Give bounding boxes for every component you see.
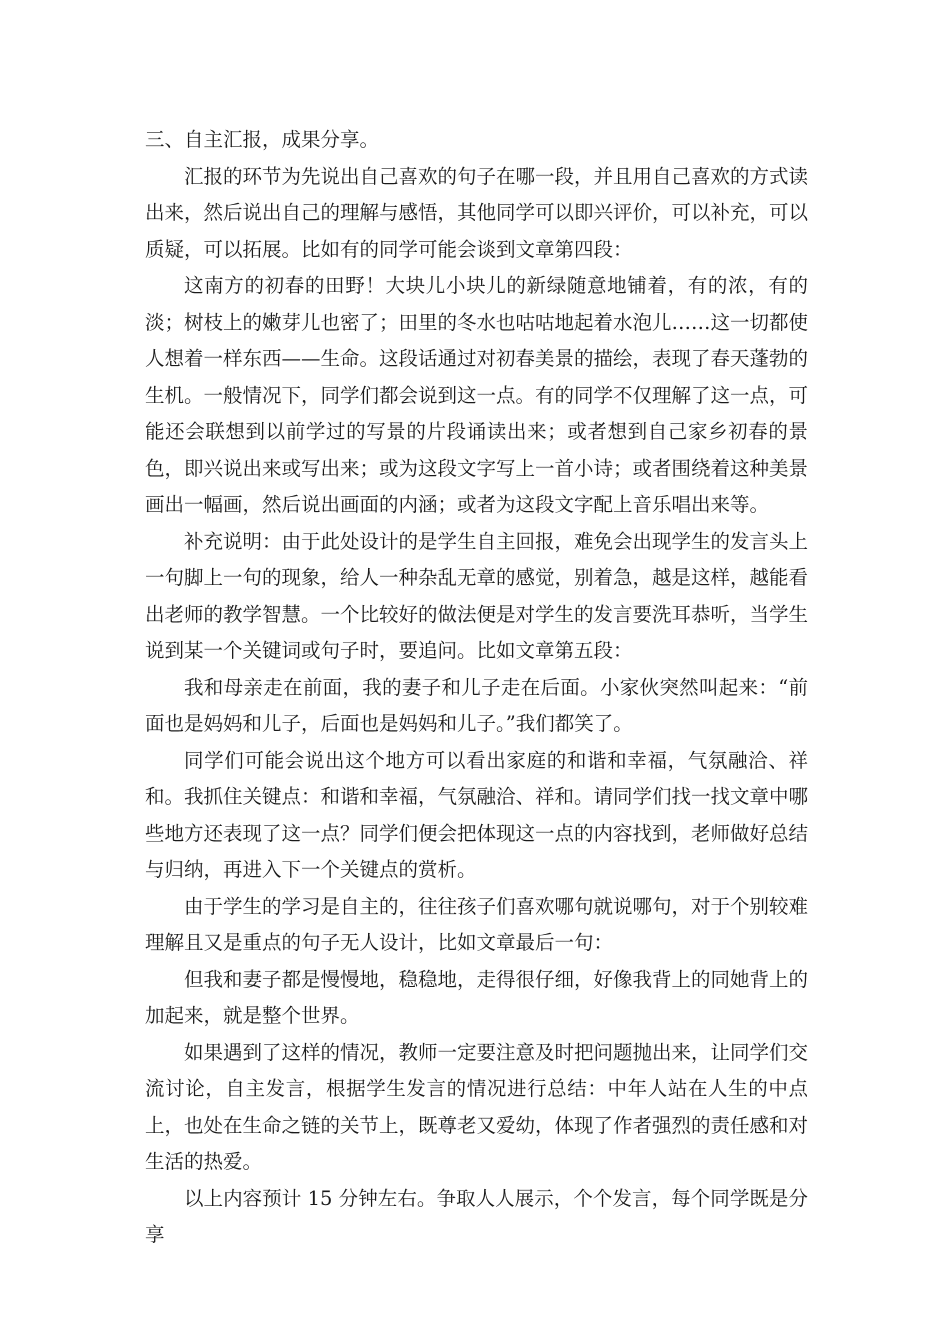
- paragraph-report-procedure: 汇报的环节为先说出自己喜欢的句子在哪一段，并且用自己喜欢的方式读出来，然后说出自己的理解与感悟，其他同学可以即兴评价，可以补充，可以质疑，可以拓展。比如有的同学可能会谈到文章第四段：: [145, 164, 809, 261]
- paragraph-supplementary-note: 补充说明：由于此处设计的是学生自主回报，难免会出现学生的发言头上一句脚上一句的现象，给人一种杂乱无章的感觉，别着急，越是这样，越能看出老师的教学智慧。一个比较好的做法便是对学生的发言要洗耳恭听，当学生说到某一个关键词或句子时，要追问。比如文章第五段：: [145, 529, 809, 662]
- paragraph-spring-fields: 这南方的初春的田野！大块儿小块儿的新绿随意地铺着，有的浓，有的淡；树枝上的嫩芽儿也密了；田里的冬水也咕咕地起着水泡儿……这一切都使人想着一样东西——生命。这段话通过对初春美景的描绘，表现了春天蓬勃的生机。一般情况下，同学们都会说到这一点。有的同学不仅理解了这一点，可能还会联想到以前学过的写景的片段诵读出来；或者想到自己家乡初春的景色，即兴说出来或写出来；或为这段文字写上一首小诗；或者围绕着这种美景画出一幅画，然后说出画面的内涵；或者为这段文字配上音乐唱出来等。: [145, 274, 809, 516]
- paragraph-quote-mother-son: 我和母亲走在前面，我的妻子和儿子走在后面。小家伙突然叫起来：“前面也是妈妈和儿子，后面也是妈妈和儿子。”我们都笑了。: [145, 675, 808, 735]
- section-heading: 三、自主汇报，成果分享。: [145, 128, 380, 151]
- paragraph-autonomous-learning: 由于学生的学习是自主的，往往孩子们喜欢哪句就说哪句，对于个别较难理解且又是重点的句子无人设计，比如文章最后一句：: [145, 894, 809, 954]
- paragraph-teacher-summary: 如果遇到了这样的情况，教师一定要注意及时把问题抛出来，让同学们交流讨论，自主发言，根据学生发言的情况进行总结：中年人站在人生的中点上，也处在生命之链的关节上，既尊老又爱幼，体现了作者强烈的责任感和对生活的热爱。: [145, 1040, 809, 1173]
- paragraph-family-harmony: 同学们可能会说出这个地方可以看出家庭的和谐和幸福，气氛融洽、祥和。我抓住关键点：和谐和幸福，气氛融洽、祥和。请同学们找一找文章中哪些地方还表现了这一点？同学们便会把体现这一点的内容找到，老师做好总结与归纳，再进入下一个关键点的赏析。: [145, 748, 809, 881]
- paragraph-time-estimate: 以上内容预计 15 分钟左右。争取人人展示，个个发言，每个同学既是分享: [145, 1186, 808, 1246]
- document-body: [145, 122, 808, 1254]
- paragraph-quote-whole-world: 但我和妻子都是慢慢地，稳稳地，走得很仔细，好像我背上的同她背上的加起来，就是整个世界。: [145, 967, 809, 1027]
